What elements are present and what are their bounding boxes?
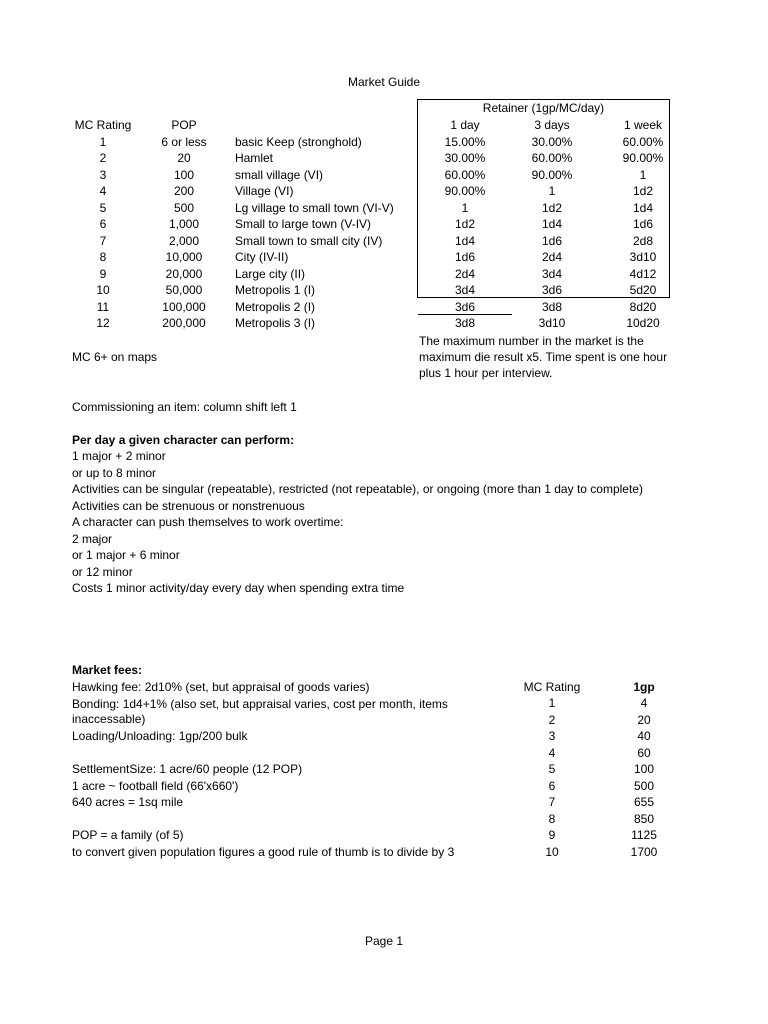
cell-mc: 7 <box>99 233 107 248</box>
header-mc-rating: MC Rating <box>74 118 132 132</box>
cell-pop: 100 <box>173 167 195 182</box>
cell-mc: 5 <box>99 200 107 215</box>
cell: 90.00% <box>622 151 664 165</box>
cell-gp: 1700 <box>630 844 658 859</box>
cell-pop: 500 <box>173 200 195 215</box>
cell: 3d4 <box>454 283 476 297</box>
cell: 3d8 <box>454 316 476 330</box>
per-day-line: 1 major + 2 minor <box>72 449 166 463</box>
convert-note: to convert given population figures a good rule of thumb is to divide by 3 <box>72 844 455 859</box>
retainer-header-row <box>0 117 768 134</box>
cell: 1 <box>548 184 556 198</box>
cell: 1d6 <box>454 250 476 264</box>
cell-desc: Large city (II) <box>235 266 306 281</box>
cell-desc: Lg village to small town (VI-V) <box>235 200 394 215</box>
cell-pop: 200,000 <box>162 316 206 330</box>
cell-gp: 655 <box>633 795 655 809</box>
cell-underline <box>418 314 512 315</box>
cell: 1d6 <box>541 233 563 248</box>
table-row <box>0 266 768 283</box>
table-row <box>0 794 768 811</box>
cell-mc: 7 <box>548 795 556 809</box>
cell: 1 <box>639 167 647 182</box>
cell: 90.00% <box>444 184 486 198</box>
per-day-line: or up to 8 minor <box>72 465 157 480</box>
cell: 15.00% <box>444 134 486 149</box>
cell-mc: 10 <box>96 283 110 297</box>
table-row <box>0 200 768 217</box>
table-row <box>0 712 768 729</box>
cell: 3d6 <box>454 299 476 314</box>
cell: 1 <box>461 200 469 215</box>
cell-mc: 10 <box>545 844 559 859</box>
header-1-day: 1 day <box>450 118 480 132</box>
cell-mc: 9 <box>548 828 556 842</box>
table-row <box>0 299 768 316</box>
cell-desc: Metropolis 1 (I) <box>235 283 316 297</box>
cell: 1d2 <box>454 217 476 231</box>
cell-mc: 2 <box>99 151 107 165</box>
per-day-line: Activities can be strenuous or nonstrenuous <box>72 498 305 513</box>
per-day-line: Costs 1 minor activity/day every day when spending extra time <box>72 581 405 595</box>
table-row <box>0 233 768 250</box>
cell-gp: 1125 <box>631 828 657 842</box>
per-day-line: or 12 minor <box>72 564 133 579</box>
table-row <box>0 282 768 299</box>
cell-pop: 50,000 <box>165 283 203 297</box>
table-row <box>0 249 768 266</box>
cell: 1d4 <box>632 200 654 215</box>
cell-gp: 20 <box>637 712 651 727</box>
cell-gp: 60 <box>637 745 651 760</box>
cell-desc: Village (VI) <box>235 184 294 198</box>
retainer-title-row <box>0 100 768 117</box>
cell-mc: 12 <box>96 316 110 330</box>
cell-pop: 10,000 <box>165 250 203 264</box>
cell-desc: basic Keep (stronghold) <box>235 134 362 149</box>
cell-gp: 4 <box>640 696 648 710</box>
cell: 90.00% <box>531 167 573 182</box>
cell-pop: 2,000 <box>168 233 200 248</box>
cell: 30.00% <box>531 134 573 149</box>
cell-mc: 9 <box>99 266 107 281</box>
table-row <box>0 728 768 745</box>
cell-pop: 200 <box>173 184 195 198</box>
acre-note: 1 acre ~ football field (66'x660') <box>72 778 239 793</box>
table-row <box>0 745 768 762</box>
cell-gp: 40 <box>637 729 651 743</box>
cell-gp: 850 <box>633 811 655 826</box>
cell-gp: 500 <box>633 778 655 793</box>
per-day-line: A character can push themselves to work overtime: <box>72 515 344 529</box>
cell-mc: 3 <box>99 167 107 182</box>
cell-desc: Metropolis 3 (I) <box>235 316 316 330</box>
retainer-title: Retainer (1gp/MC/day) <box>482 101 605 115</box>
cell-mc: 6 <box>548 778 556 793</box>
per-day-line: Activities can be singular (repeatable), restricted (not repeatable), or ongoing (more than 1 day to complete) <box>72 482 643 496</box>
per-day-line: 2 major <box>72 531 113 546</box>
cell-mc: 2 <box>548 712 556 727</box>
table-row <box>0 778 768 795</box>
cell-mc: 4 <box>548 745 556 760</box>
cell: 8d20 <box>629 299 657 314</box>
cell: 5d20 <box>629 283 657 297</box>
market-fees-heading: Market fees: <box>72 663 143 677</box>
cell-gp: 100 <box>633 762 655 776</box>
cell: 3d4 <box>541 266 563 281</box>
cell-pop: 1,000 <box>168 217 200 231</box>
cell-pop: 6 or less <box>161 134 207 149</box>
cell-mc: 8 <box>99 250 107 264</box>
header-3-days: 3 days <box>534 118 570 132</box>
cell-mc: 8 <box>548 811 556 826</box>
cell-desc: Small to large town (V-IV) <box>235 217 372 231</box>
cell: 60.00% <box>444 167 486 182</box>
cell: 60.00% <box>622 134 664 149</box>
table-row <box>0 134 768 151</box>
cell: 2d4 <box>541 250 563 264</box>
cell: 1d4 <box>541 217 563 231</box>
cell: 4d12 <box>629 266 657 281</box>
cell: 3d10 <box>538 316 566 330</box>
table-row <box>0 315 768 332</box>
cell: 10d20 <box>626 316 660 330</box>
cell-mc: 1 <box>99 134 107 149</box>
cell-mc: 6 <box>99 217 107 231</box>
cell-mc: 4 <box>99 184 107 198</box>
sq-mile-note: 640 acres = 1sq mile <box>72 795 184 809</box>
header-mc-rating: MC Rating <box>523 679 581 694</box>
settlement-size: SettlementSize: 1 acre/60 people (12 POP) <box>72 762 303 776</box>
cell-desc: Hamlet <box>235 151 274 165</box>
table-row <box>0 827 768 844</box>
mc-maps-note: MC 6+ on maps <box>72 350 158 364</box>
cell-mc: 11 <box>96 299 110 314</box>
header-1-week: 1 week <box>623 118 663 132</box>
table-row <box>0 183 768 200</box>
cell: 1d2 <box>541 200 563 215</box>
cell-pop: 20 <box>177 151 191 165</box>
cell-pop: 100,000 <box>162 299 206 314</box>
table-row <box>0 761 768 778</box>
loading-fee: Loading/Unloading: 1gp/200 bulk <box>72 729 248 743</box>
bonding-fee: Bonding: 1d4+1% (also set, but appraisal varies, cost per month, items inaccessable) <box>72 697 448 726</box>
table-row <box>0 844 768 861</box>
cell: 1d4 <box>454 233 476 248</box>
cell: 3d10 <box>629 250 657 264</box>
table-row <box>0 811 768 828</box>
cell: 3d6 <box>541 283 563 297</box>
per-day-heading: Per day a given character can perform: <box>72 433 295 447</box>
table-row <box>0 695 768 712</box>
header-1gp: 1gp <box>633 679 655 694</box>
cell: 1d2 <box>632 184 654 198</box>
retainer-note: The maximum number in the market is the maximum die result x5. Time spent is one hour plus 1 hour per interview. <box>419 334 668 380</box>
cell: 30.00% <box>444 151 486 165</box>
cell: 2d4 <box>454 266 476 281</box>
cell: 60.00% <box>531 151 573 165</box>
cell-desc: Small town to small city (IV) <box>235 233 383 248</box>
hawking-fee: Hawking fee: 2d10% (set, but appraisal of goods varies) <box>72 679 370 694</box>
table-row <box>0 150 768 167</box>
cell: 2d8 <box>632 233 654 248</box>
page-number: Page 1 <box>364 934 404 948</box>
per-day-line: or 1 major + 6 minor <box>72 548 180 562</box>
commissioning-note: Commissioning an item: column shift left 1 <box>72 400 297 414</box>
fees-header-row <box>0 679 768 696</box>
cell-desc: small village (VI) <box>235 167 324 182</box>
table-row <box>0 167 768 184</box>
pop-family-note: POP = a family (of 5) <box>72 828 184 842</box>
cell-mc: 1 <box>548 696 556 710</box>
cell-desc: City (IV-II) <box>235 250 289 264</box>
cell-desc: Metropolis 2 (I) <box>235 299 316 314</box>
cell-pop: 20,000 <box>165 266 203 281</box>
page-title: Market Guide <box>347 75 421 89</box>
cell-mc: 5 <box>548 762 556 776</box>
table-row <box>0 216 768 233</box>
cell: 1d6 <box>632 217 654 231</box>
cell-mc: 3 <box>548 729 556 743</box>
header-pop: POP <box>171 118 197 132</box>
cell: 3d8 <box>541 299 563 314</box>
